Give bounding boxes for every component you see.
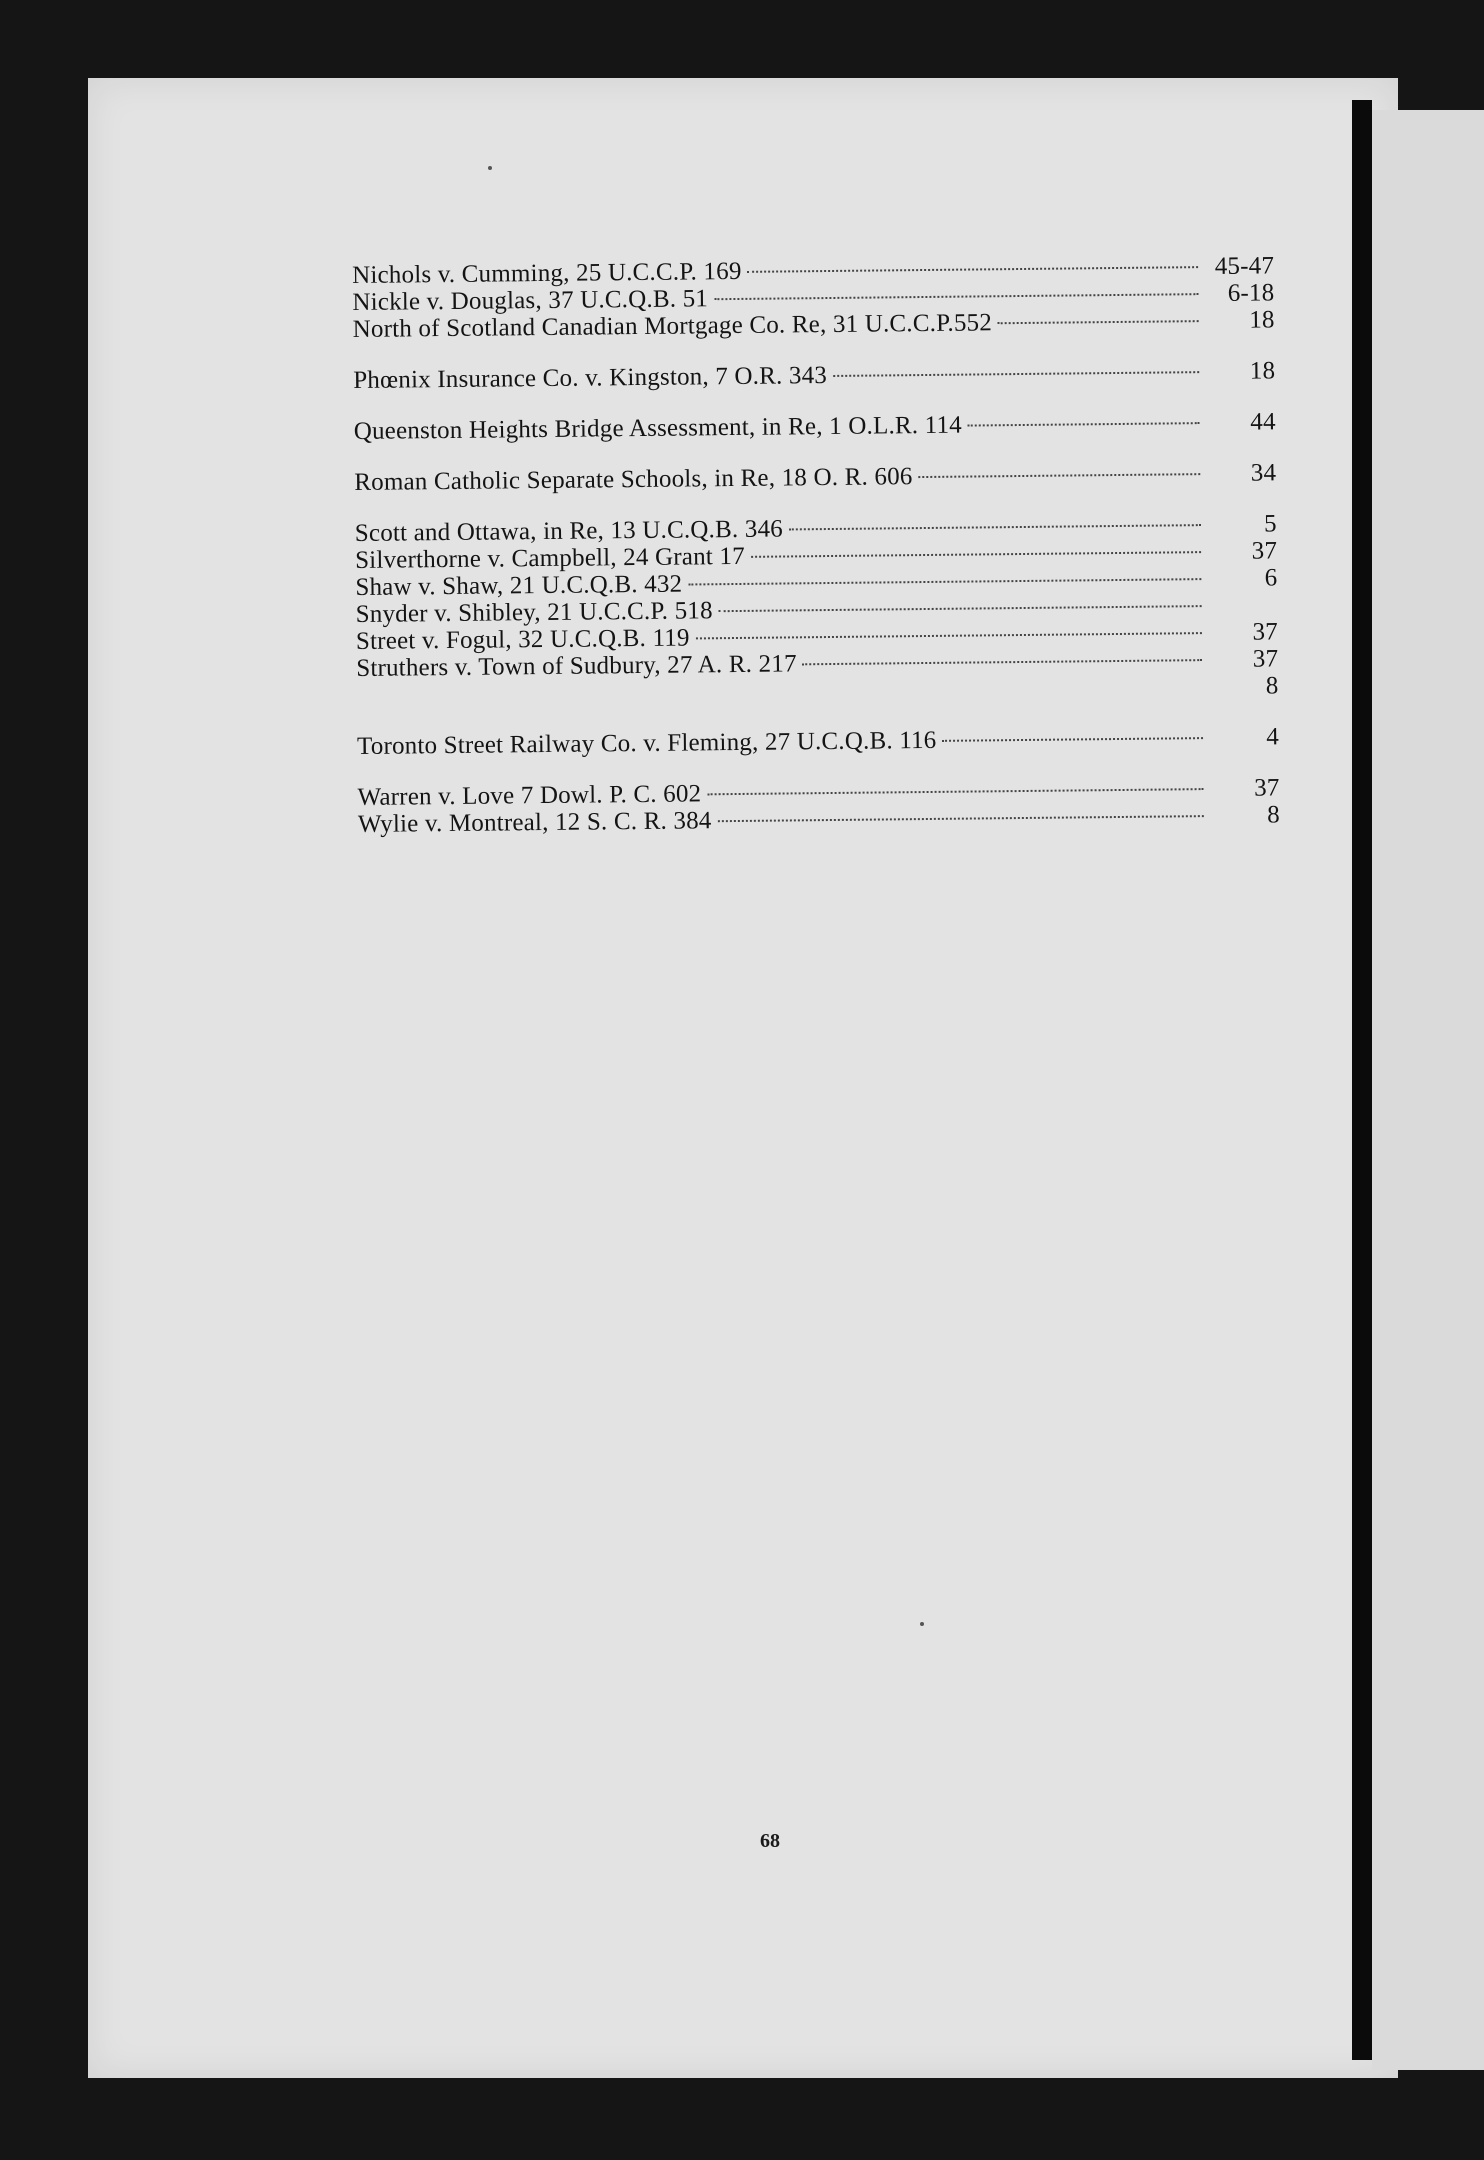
index-group (357, 723, 1279, 760)
page-reference: 45-47 (1214, 252, 1275, 280)
page-reference: 18 (1249, 306, 1275, 334)
dot-leader (714, 293, 1198, 300)
dot-leader (751, 551, 1201, 558)
index-group (355, 510, 1279, 709)
dot-leader (696, 632, 1202, 639)
page-reference: 37 8 (1252, 645, 1279, 700)
dot-leader (719, 605, 1202, 612)
dot-leader (803, 659, 1203, 665)
dot-leader (688, 578, 1201, 585)
page-reference: 37 (1251, 537, 1278, 565)
case-citation: Warren v. Love 7 Dowl. P. C. 602 (357, 780, 702, 811)
index-group (354, 459, 1276, 496)
case-citation: North of Scotland Canadian Mortgage Co. Re, 31 U.C.C.P.552 (352, 309, 993, 343)
index-entry (354, 408, 1276, 445)
page-reference: 6 (1264, 564, 1278, 592)
dot-leader (968, 422, 1200, 426)
dot-leader (919, 473, 1201, 478)
page-reference: 37 (1252, 618, 1279, 646)
page-reference: 34 (1250, 459, 1277, 487)
case-citation: Silverthorne v. Campbell, 24 Grant 17 (354, 542, 745, 574)
index-group (353, 357, 1275, 394)
dot-leader (718, 815, 1204, 822)
dot-leader (998, 320, 1199, 324)
dot-leader (707, 788, 1203, 795)
case-citation: Phœnix Insurance Co. v. Kingston, 7 O.R. 343 (353, 362, 828, 394)
dot-leader (942, 737, 1203, 742)
book-spine (1352, 100, 1372, 2060)
case-citation: Scott and Ottawa, in Re, 13 U.C.Q.B. 346 (354, 515, 784, 547)
case-citation: Struthers v. Town of Sudbury, 27 A. R. 217 (356, 650, 797, 682)
dot-leader (833, 371, 1199, 377)
page-reference: 37 (1254, 774, 1280, 802)
speck-mark (488, 166, 492, 170)
page-reference: 44 (1250, 408, 1276, 436)
index-group (354, 408, 1276, 445)
index-entry (357, 723, 1279, 760)
dot-leader (789, 524, 1201, 530)
facing-page-edge (1372, 110, 1484, 2070)
case-citation: Wylie v. Montreal, 12 S. C. R. 384 (357, 807, 712, 838)
page-number: 68 (760, 1830, 780, 1852)
page-reference: 8 (1266, 801, 1280, 829)
dot-leader (748, 266, 1199, 273)
case-citation: Nichols v. Cumming, 25 U.C.C.P. 169 (352, 257, 742, 289)
page-reference: 6-18 (1227, 279, 1275, 307)
case-citation: Snyder v. Shibley, 21 U.C.C.P. 518 (355, 597, 713, 628)
index-entry (353, 357, 1275, 394)
index-group (357, 774, 1280, 838)
speck-mark (920, 1622, 924, 1626)
index-group (352, 252, 1275, 343)
case-index-list (352, 252, 1280, 862)
case-citation: Roman Catholic Separate Schools, in Re, 18 O. R. 606 (354, 463, 913, 496)
index-entry (356, 645, 1279, 709)
page-reference (1208, 612, 1278, 613)
case-citation: Shaw v. Shaw, 21 U.C.Q.B. 432 (355, 570, 683, 601)
case-citation: Queenston Heights Bridge Assessment, in Re, 1 O.L.R. 114 (353, 411, 963, 445)
case-citation: Nickle v. Douglas, 37 U.C.Q.B. 51 (352, 285, 709, 316)
case-citation: Street v. Fogul, 32 U.C.Q.B. 119 (355, 624, 690, 655)
page-reference: 5 (1263, 510, 1277, 538)
index-entry (354, 459, 1276, 496)
page-reference: 4 (1266, 723, 1280, 751)
case-citation: Toronto Street Railway Co. v. Fleming, 27 U.C.Q.B. 116 (356, 726, 937, 760)
page-reference: 18 (1249, 357, 1276, 385)
